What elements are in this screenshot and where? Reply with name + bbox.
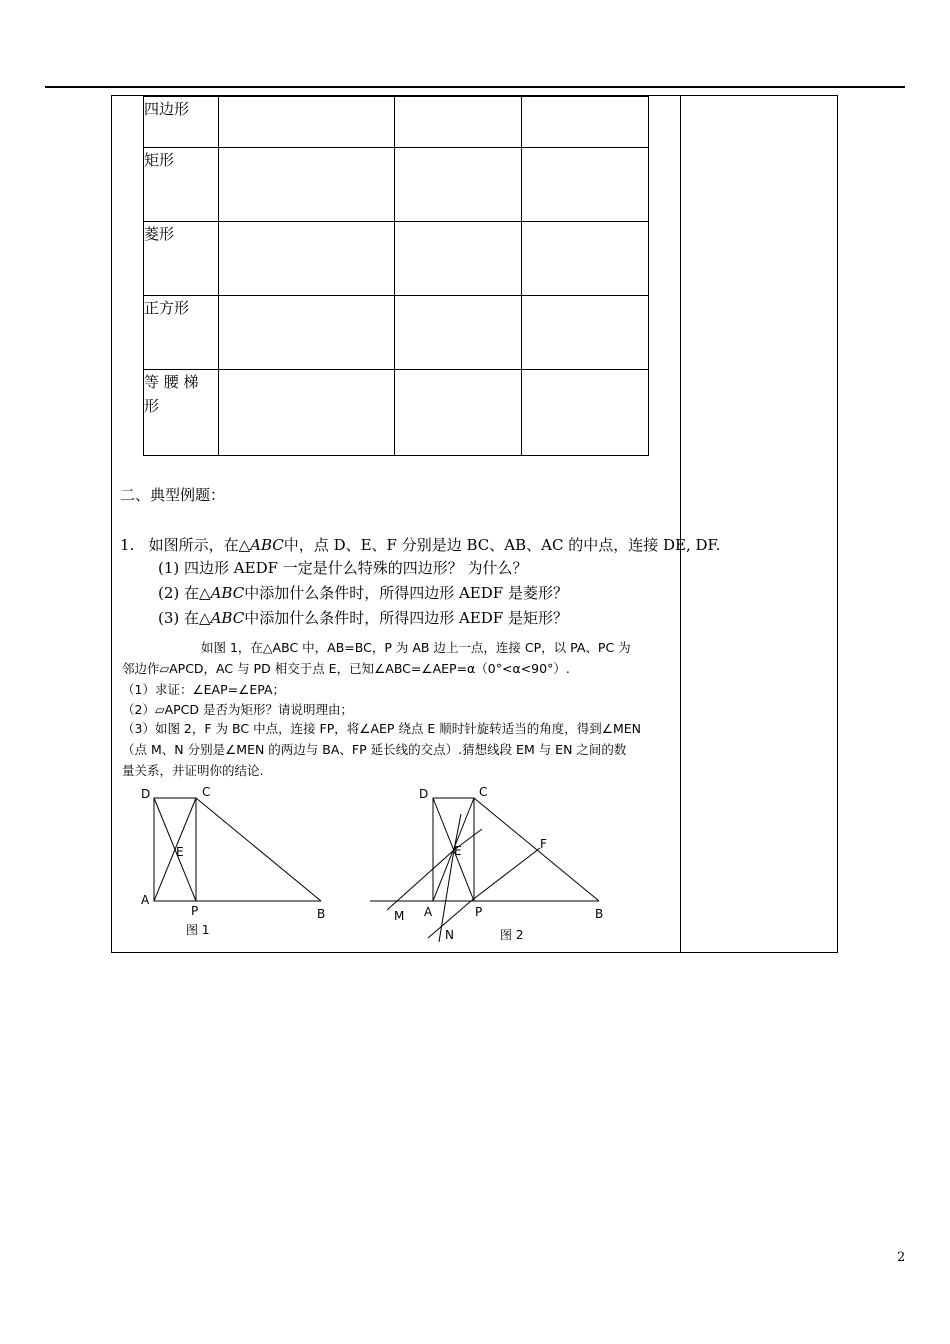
figure-1-labels: [141, 785, 325, 937]
table-cell: [395, 148, 522, 222]
point-label-d: D: [141, 787, 151, 801]
example2-line: 量关系，并证明你的结论.: [122, 763, 264, 778]
row-label: 等 腰 梯 形: [144, 370, 219, 456]
example2-line: 如图 1，在△ABC 中，AB=BC，P 为 AB 边上一点，连接 CP，以 PA、PC 为: [201, 640, 631, 655]
header-rule: [45, 86, 905, 88]
quadrilateral-table: [143, 96, 649, 456]
table-cell: [522, 148, 649, 222]
table-cell: [219, 97, 395, 148]
table-row: [144, 296, 649, 370]
table-row: [144, 222, 649, 296]
table-cell: [219, 370, 395, 456]
example1-intro: 1. 如图所示，在△ABC中，点 D、E、F 分别是边 BC、AB、AC 的中点，连接 DE, DF.: [120, 536, 721, 554]
row-label: 四边形: [144, 97, 219, 148]
table-cell: [522, 370, 649, 456]
point-label-p: P: [475, 905, 483, 919]
table-cell: [219, 296, 395, 370]
table-row: [144, 370, 649, 456]
point-label-b: B: [595, 907, 604, 921]
point-label-p: P: [191, 904, 199, 918]
point-label-e: E: [176, 845, 184, 859]
section-heading: 二、典型例题：: [120, 486, 226, 504]
page-number: 2: [897, 1250, 906, 1265]
example2-line: （1）求证：∠EAP=∠EPA；: [122, 682, 286, 697]
point-label-c: C: [479, 785, 488, 799]
table-cell: [219, 148, 395, 222]
table-cell: [395, 97, 522, 148]
example2-line: （点 M、N 分别是∠MEN 的两边与 BA、FP 延长线的交点）.猜想线段 EM 与 EN 之间的数: [122, 742, 627, 757]
example2-line: （2）▱APCD 是否为矩形？请说明理由；: [122, 702, 353, 717]
example1-question-1: (1) 四边形 AEDF 一定是什么特殊的四边形？ 为什么？: [158, 559, 528, 577]
point-label-a: A: [141, 893, 150, 907]
figure-2-labels: [394, 785, 603, 942]
example2-line: 邻边作▱APCD，AC 与 PD 相交于点 E，已知∠ABC=∠AEP=α（0°<α<90°）.: [122, 661, 570, 676]
example2-line: （3）如图 2，F 为 BC 中点，连接 FP，将∠AEP 绕点 E 顺时针旋转适当的角度，得到∠MEN: [122, 721, 642, 736]
point-label-d: D: [419, 787, 429, 801]
notes-column-divider: [680, 95, 681, 953]
table-cell: [395, 296, 522, 370]
point-label-n: N: [445, 928, 454, 942]
point-label-e: E: [454, 844, 462, 858]
table-cell: [522, 296, 649, 370]
row-label: 菱形: [144, 222, 219, 296]
table-row: [144, 97, 649, 148]
point-label-m: M: [394, 909, 405, 923]
table-cell: [395, 370, 522, 456]
segment-pf: [471, 848, 540, 901]
figure-1-caption: 图 1: [186, 923, 210, 937]
table-row: [144, 148, 649, 222]
geometry-figures: [130, 780, 670, 950]
table-cell: [522, 222, 649, 296]
segment-cb: [474, 798, 599, 901]
table-cell: [395, 222, 522, 296]
row-label: 正方形: [144, 296, 219, 370]
point-label-c: C: [202, 785, 211, 799]
point-label-a: A: [424, 905, 433, 919]
segment-cb: [196, 798, 321, 901]
row-label: 矩形: [144, 148, 219, 222]
figure-2-caption: 图 2: [500, 928, 524, 942]
table-cell: [522, 97, 649, 148]
table-cell: [219, 222, 395, 296]
point-label-b: B: [317, 907, 326, 921]
point-label-f: F: [540, 837, 547, 851]
example1-question-3: (3) 在△ABC中添加什么条件时，所得四边形 AEDF 是矩形？: [158, 609, 568, 627]
example1-question-2: (2) 在△ABC中添加什么条件时，所得四边形 AEDF 是菱形？: [158, 584, 568, 602]
